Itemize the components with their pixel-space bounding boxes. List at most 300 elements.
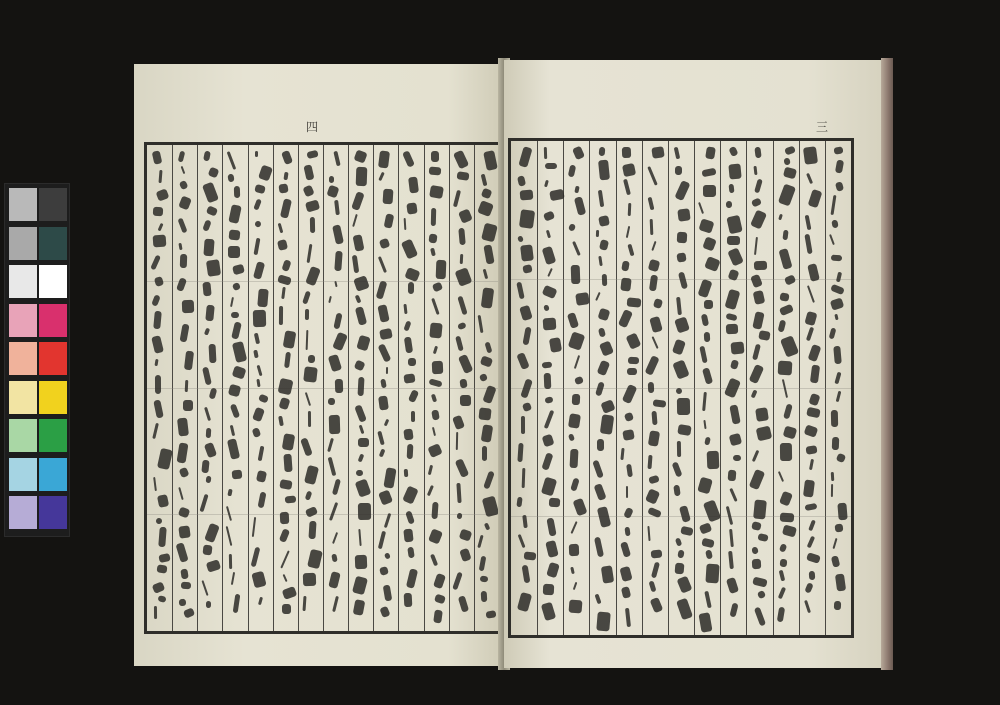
- handwritten-stroke: [568, 434, 575, 442]
- handwritten-stroke: [378, 150, 390, 168]
- handwritten-stroke: [427, 485, 433, 496]
- handwritten-stroke: [335, 378, 344, 392]
- handwritten-stroke: [516, 353, 530, 371]
- handwritten-stroke: [680, 526, 693, 536]
- handwritten-stroke: [305, 266, 321, 287]
- handwritten-stroke: [230, 297, 234, 307]
- handwritten-stroke: [354, 404, 367, 422]
- handwritten-stroke: [599, 239, 609, 251]
- handwritten-stroke: [355, 555, 368, 569]
- handwritten-stroke: [206, 601, 211, 608]
- handwritten-stroke: [648, 475, 660, 485]
- handwritten-stroke: [358, 438, 369, 447]
- handwritten-stroke: [573, 497, 588, 515]
- handwritten-stroke: [674, 562, 684, 574]
- handwritten-stroke: [305, 199, 320, 212]
- handwritten-stroke: [353, 599, 366, 616]
- handwritten-stroke: [332, 532, 338, 544]
- handwritten-stroke: [257, 446, 264, 462]
- handwritten-stroke: [779, 248, 793, 269]
- handwritten-stroke: [541, 476, 557, 496]
- handwritten-stroke: [807, 286, 815, 304]
- handwritten-stroke: [483, 471, 495, 490]
- handwritten-stroke: [277, 239, 288, 251]
- handwritten-stroke: [184, 380, 187, 392]
- handwritten-stroke: [622, 147, 631, 159]
- handwritten-stroke: [205, 476, 211, 484]
- handwritten-stroke: [406, 568, 418, 588]
- handwritten-stroke: [835, 314, 839, 321]
- handwritten-stroke: [728, 551, 734, 569]
- handwritten-stroke: [516, 497, 522, 508]
- handwritten-stroke: [545, 540, 558, 558]
- handwritten-stroke: [542, 584, 553, 596]
- handwritten-stroke: [650, 597, 664, 614]
- handwritten-stroke: [544, 410, 555, 429]
- left-page-number: 四: [306, 120, 319, 134]
- handwritten-stroke: [303, 366, 317, 382]
- handwritten-stroke: [151, 335, 164, 353]
- handwritten-stroke: [699, 612, 713, 632]
- handwritten-stroke: [284, 352, 291, 369]
- handwritten-stroke: [647, 167, 657, 186]
- handwritten-stroke: [752, 577, 767, 588]
- handwritten-stroke: [200, 494, 209, 513]
- color-patch: [39, 265, 67, 298]
- handwritten-stroke: [833, 346, 841, 364]
- right-page-frame: [508, 138, 854, 638]
- handwritten-stroke: [752, 311, 765, 329]
- handwritten-stroke: [599, 147, 606, 157]
- handwritten-stroke: [829, 327, 837, 339]
- page-edges: [881, 58, 893, 670]
- handwritten-stroke: [543, 373, 551, 390]
- handwritten-stroke: [281, 287, 286, 299]
- handwritten-stroke: [753, 290, 765, 305]
- handwritten-stroke: [567, 312, 579, 329]
- handwritten-stroke: [455, 267, 473, 287]
- handwritten-stroke: [431, 393, 438, 402]
- handwritten-stroke: [377, 431, 385, 446]
- handwritten-stroke: [208, 166, 220, 178]
- handwritten-stroke: [803, 479, 815, 497]
- handwritten-stroke: [477, 315, 483, 333]
- handwritten-stroke: [459, 529, 472, 542]
- handwritten-stroke: [328, 296, 332, 304]
- handwritten-stroke: [750, 389, 757, 398]
- handwritten-stroke: [626, 297, 640, 307]
- handwritten-stroke: [647, 259, 660, 273]
- handwritten-stroke: [702, 367, 713, 384]
- handwritten-stroke: [676, 388, 682, 394]
- handwritten-stroke: [252, 571, 268, 589]
- handwritten-stroke: [208, 344, 216, 363]
- handwritten-stroke: [329, 176, 334, 183]
- handwritten-stroke: [625, 526, 631, 535]
- handwritten-stroke: [753, 344, 762, 361]
- handwritten-stroke: [307, 244, 313, 263]
- handwritten-stroke: [572, 393, 581, 405]
- handwritten-stroke: [431, 298, 439, 315]
- handwritten-stroke: [595, 382, 605, 397]
- handwritten-stroke: [784, 274, 796, 285]
- handwritten-stroke: [830, 297, 845, 310]
- handwritten-stroke: [232, 469, 243, 479]
- handwritten-stroke: [158, 553, 170, 563]
- handwritten-stroke: [202, 460, 210, 473]
- handwritten-stroke: [184, 351, 194, 371]
- handwritten-stroke: [730, 359, 739, 370]
- handwritten-stroke: [384, 214, 395, 229]
- handwritten-stroke: [158, 595, 168, 603]
- handwritten-stroke: [830, 284, 845, 295]
- handwritten-stroke: [433, 573, 446, 589]
- handwritten-stroke: [601, 274, 606, 286]
- handwritten-stroke: [757, 590, 767, 600]
- handwritten-stroke: [649, 275, 658, 292]
- handwritten-stroke: [835, 371, 842, 383]
- handwritten-stroke: [153, 207, 163, 217]
- handwritten-stroke: [750, 209, 767, 229]
- handwritten-stroke: [621, 260, 629, 271]
- handwritten-stroke: [379, 449, 386, 458]
- handwritten-stroke: [519, 146, 533, 167]
- handwritten-stroke: [328, 415, 340, 434]
- handwritten-stroke: [677, 231, 688, 243]
- handwritten-stroke: [517, 175, 526, 186]
- handwritten-stroke: [179, 179, 189, 189]
- handwritten-stroke: [283, 172, 288, 181]
- handwritten-stroke: [404, 373, 416, 384]
- color-patch: [39, 227, 67, 260]
- handwritten-stroke: [258, 393, 269, 403]
- handwritten-stroke: [481, 223, 498, 242]
- handwritten-stroke: [402, 150, 415, 167]
- handwritten-stroke: [305, 392, 312, 406]
- handwritten-stroke: [304, 506, 317, 518]
- handwritten-stroke: [378, 531, 386, 549]
- handwritten-stroke: [726, 577, 739, 594]
- handwritten-stroke: [376, 281, 388, 300]
- handwritten-stroke: [675, 538, 683, 547]
- handwritten-stroke: [477, 201, 494, 218]
- handwritten-stroke: [378, 343, 392, 362]
- handwritten-stroke: [568, 223, 577, 232]
- handwritten-stroke: [569, 600, 583, 614]
- handwritten-stroke: [155, 374, 161, 393]
- handwritten-stroke: [453, 150, 469, 170]
- handwritten-stroke: [434, 593, 446, 604]
- handwritten-stroke: [157, 564, 168, 573]
- handwritten-stroke: [150, 255, 161, 271]
- handwritten-stroke: [542, 246, 557, 265]
- handwritten-stroke: [625, 332, 641, 350]
- handwritten-stroke: [206, 205, 218, 216]
- handwritten-stroke: [483, 244, 494, 264]
- handwritten-stroke: [406, 202, 417, 214]
- handwritten-stroke: [592, 459, 604, 478]
- handwritten-stroke: [405, 510, 415, 524]
- handwritten-stroke: [698, 278, 713, 297]
- handwritten-stroke: [433, 346, 439, 354]
- handwritten-stroke: [626, 463, 633, 476]
- handwritten-stroke: [804, 582, 814, 594]
- handwritten-stroke: [427, 443, 443, 458]
- handwritten-stroke: [782, 525, 797, 538]
- handwritten-stroke: [158, 170, 162, 183]
- handwritten-stroke: [429, 185, 444, 199]
- handwritten-stroke: [779, 491, 793, 507]
- handwritten-stroke: [407, 389, 418, 403]
- handwritten-stroke: [383, 189, 394, 204]
- handwritten-stroke: [751, 546, 759, 554]
- color-patch: [9, 304, 37, 337]
- handwritten-stroke: [704, 332, 711, 342]
- handwritten-stroke: [520, 190, 534, 201]
- row-rule: [147, 514, 499, 515]
- handwritten-stroke: [780, 513, 794, 523]
- handwritten-stroke: [202, 219, 211, 231]
- handwritten-stroke: [227, 384, 240, 398]
- handwritten-stroke: [459, 378, 468, 388]
- handwritten-stroke: [258, 165, 273, 182]
- color-patch: [39, 342, 67, 375]
- handwritten-stroke: [277, 274, 292, 285]
- handwritten-stroke: [411, 411, 415, 422]
- handwritten-stroke: [484, 341, 492, 353]
- handwritten-stroke: [544, 147, 547, 159]
- handwritten-stroke: [730, 342, 744, 355]
- handwritten-stroke: [677, 576, 693, 595]
- handwritten-stroke: [549, 498, 560, 508]
- handwritten-stroke: [257, 289, 269, 307]
- handwritten-stroke: [809, 458, 814, 470]
- color-calibration-card: [4, 183, 70, 537]
- handwritten-stroke: [541, 433, 554, 446]
- handwritten-stroke: [699, 523, 712, 535]
- handwritten-stroke: [456, 432, 459, 450]
- handwritten-stroke: [358, 453, 365, 462]
- handwritten-stroke: [333, 312, 342, 329]
- handwritten-stroke: [177, 443, 189, 464]
- handwritten-stroke: [650, 549, 661, 558]
- handwritten-stroke: [543, 318, 557, 330]
- handwritten-stroke: [280, 551, 290, 569]
- handwritten-stroke: [572, 582, 577, 591]
- handwritten-stroke: [179, 323, 189, 342]
- handwritten-stroke: [621, 587, 631, 599]
- handwritten-stroke: [726, 214, 743, 233]
- handwritten-stroke: [480, 576, 489, 583]
- handwritten-stroke: [598, 160, 610, 181]
- handwritten-stroke: [779, 443, 792, 461]
- handwritten-stroke: [544, 305, 550, 312]
- color-patch: [9, 188, 37, 221]
- handwritten-stroke: [153, 311, 162, 330]
- handwritten-stroke: [835, 159, 844, 173]
- handwritten-stroke: [202, 580, 209, 596]
- handwritten-stroke: [310, 217, 315, 233]
- handwritten-stroke: [334, 151, 341, 166]
- handwritten-stroke: [831, 555, 840, 567]
- handwritten-stroke: [460, 395, 471, 406]
- handwritten-stroke: [153, 235, 167, 248]
- handwritten-stroke: [457, 295, 467, 315]
- handwritten-stroke: [678, 424, 692, 436]
- handwritten-stroke: [378, 396, 389, 412]
- handwritten-stroke: [459, 254, 463, 264]
- handwritten-stroke: [332, 596, 339, 613]
- handwritten-stroke: [379, 172, 386, 182]
- color-patch: [9, 458, 37, 491]
- handwritten-stroke: [831, 484, 834, 497]
- handwritten-stroke: [543, 210, 556, 221]
- handwritten-stroke: [758, 331, 770, 341]
- handwritten-stroke: [156, 188, 170, 201]
- handwritten-stroke: [401, 238, 418, 259]
- handwritten-stroke: [598, 215, 609, 226]
- handwritten-stroke: [230, 425, 235, 437]
- handwritten-stroke: [428, 529, 443, 545]
- handwritten-stroke: [228, 174, 235, 183]
- handwritten-stroke: [806, 173, 813, 184]
- handwritten-stroke: [627, 203, 631, 216]
- handwritten-stroke: [404, 528, 414, 542]
- handwritten-stroke: [328, 502, 338, 521]
- handwritten-stroke: [479, 373, 488, 382]
- handwritten-stroke: [328, 571, 341, 589]
- handwritten-stroke: [408, 282, 414, 294]
- handwritten-stroke: [547, 517, 558, 536]
- handwritten-stroke: [598, 340, 613, 356]
- handwritten-stroke: [545, 163, 557, 170]
- handwritten-stroke: [705, 146, 716, 159]
- handwritten-stroke: [152, 150, 163, 164]
- handwritten-stroke: [204, 441, 218, 458]
- handwritten-stroke: [429, 233, 438, 243]
- handwritten-stroke: [516, 281, 524, 299]
- handwritten-stroke: [386, 367, 388, 374]
- handwritten-stroke: [327, 185, 340, 198]
- handwritten-stroke: [282, 433, 295, 450]
- handwritten-stroke: [542, 453, 554, 471]
- handwritten-stroke: [403, 304, 407, 315]
- handwritten-stroke: [727, 248, 743, 267]
- handwritten-stroke: [707, 451, 719, 470]
- handwritten-stroke: [430, 554, 438, 566]
- handwritten-stroke: [520, 245, 534, 263]
- handwritten-stroke: [650, 219, 653, 235]
- handwritten-stroke: [575, 292, 589, 306]
- handwritten-stroke: [751, 521, 761, 530]
- handwritten-stroke: [517, 235, 524, 242]
- handwritten-stroke: [679, 505, 691, 523]
- handwritten-stroke: [307, 549, 323, 569]
- handwritten-stroke: [481, 425, 494, 443]
- handwritten-stroke: [755, 147, 762, 158]
- handwritten-stroke: [233, 186, 239, 198]
- handwritten-stroke: [231, 572, 236, 585]
- handwritten-stroke: [677, 253, 687, 263]
- handwritten-stroke: [544, 180, 548, 187]
- handwritten-stroke: [570, 567, 574, 574]
- handwritten-stroke: [302, 290, 311, 304]
- handwritten-stroke: [254, 333, 260, 345]
- handwritten-stroke: [227, 151, 237, 170]
- right-page: [504, 60, 884, 668]
- handwritten-stroke: [432, 281, 443, 292]
- handwritten-stroke: [518, 534, 526, 548]
- handwritten-stroke: [279, 396, 290, 409]
- handwritten-stroke: [805, 445, 817, 454]
- handwritten-stroke: [206, 259, 221, 277]
- handwritten-stroke: [780, 336, 799, 358]
- handwritten-stroke: [305, 491, 312, 501]
- handwritten-stroke: [597, 360, 610, 376]
- handwritten-stroke: [229, 554, 233, 569]
- handwritten-stroke: [676, 297, 682, 315]
- handwritten-stroke: [359, 425, 364, 434]
- handwritten-stroke: [725, 289, 741, 310]
- handwritten-stroke: [571, 265, 581, 284]
- handwritten-stroke: [623, 507, 634, 519]
- handwritten-stroke: [677, 398, 691, 415]
- handwritten-stroke: [305, 309, 309, 320]
- handwritten-stroke: [598, 190, 604, 207]
- handwritten-stroke: [651, 336, 658, 349]
- handwritten-stroke: [649, 581, 657, 593]
- handwritten-stroke: [354, 479, 371, 498]
- handwritten-stroke: [626, 486, 628, 498]
- handwritten-stroke: [597, 438, 604, 450]
- handwritten-stroke: [544, 396, 554, 404]
- right-page-number: 三: [816, 120, 829, 134]
- handwritten-stroke: [705, 550, 713, 560]
- handwritten-stroke: [178, 243, 182, 251]
- handwritten-stroke: [228, 246, 240, 258]
- handwritten-stroke: [830, 472, 834, 481]
- handwritten-stroke: [597, 506, 611, 527]
- handwritten-stroke: [351, 191, 364, 210]
- color-patch: [39, 304, 67, 337]
- handwritten-stroke: [455, 336, 464, 352]
- handwritten-stroke: [431, 361, 443, 374]
- handwritten-stroke: [804, 503, 817, 512]
- handwritten-stroke: [157, 448, 173, 470]
- handwritten-stroke: [258, 492, 268, 509]
- handwritten-stroke: [803, 146, 818, 165]
- handwritten-stroke: [836, 453, 847, 463]
- handwritten-stroke: [353, 359, 365, 371]
- handwritten-stroke: [754, 237, 758, 255]
- handwritten-stroke: [356, 167, 367, 186]
- handwritten-stroke: [253, 199, 262, 211]
- handwritten-stroke: [206, 305, 215, 322]
- handwritten-stroke: [384, 419, 389, 427]
- handwritten-stroke: [452, 415, 465, 430]
- handwritten-stroke: [279, 479, 292, 489]
- handwritten-stroke: [378, 304, 390, 322]
- handwritten-stroke: [253, 262, 266, 281]
- handwritten-stroke: [601, 399, 616, 414]
- handwritten-stroke: [404, 337, 413, 354]
- handwritten-stroke: [622, 429, 635, 440]
- handwritten-stroke: [754, 179, 763, 194]
- handwritten-stroke: [456, 171, 469, 181]
- handwritten-stroke: [729, 432, 743, 446]
- handwritten-stroke: [204, 327, 210, 335]
- handwritten-stroke: [284, 495, 295, 503]
